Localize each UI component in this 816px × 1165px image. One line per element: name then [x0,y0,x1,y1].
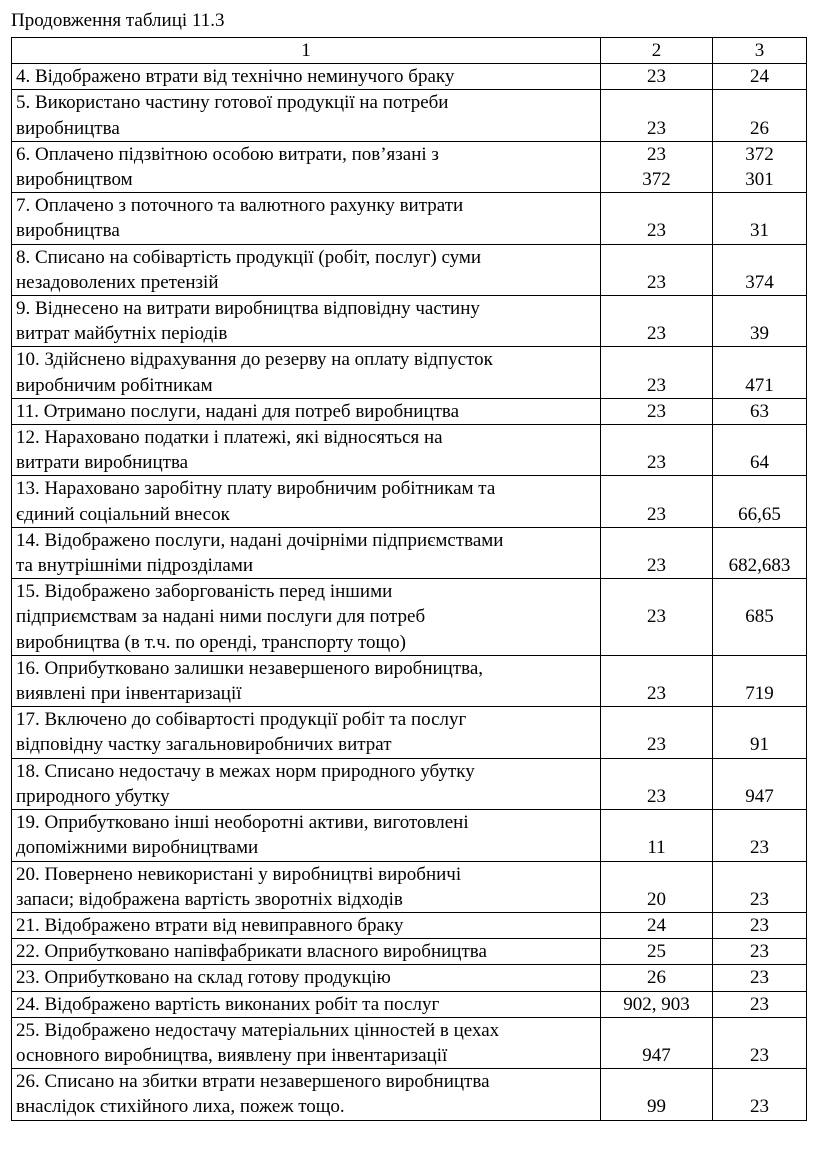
cell-line: 23 [647,143,666,165]
cell-line: 19. Оприбутковано інші необоротні активи, виготовлені [16,812,469,834]
table-row [12,810,807,861]
row-col2-value [601,141,713,192]
cell-line: 23 [647,452,666,474]
cell-line: 23 [647,66,666,88]
table-row [12,64,807,90]
table-row [12,476,807,527]
cell-line: 24. Відображено вартість виконаних робіт та послуг [16,993,440,1015]
table-row [12,912,807,938]
row-description [12,90,601,141]
cell-line: 23 [750,967,769,989]
row-col2-value [601,991,713,1017]
cell-line: 372 [642,169,671,191]
cell-line: 23 [750,993,769,1015]
cell-line: виробництва [16,117,120,139]
row-col3-value [713,1017,807,1068]
cell-line: 18. Списано недостачу в межах норм природного убутку [16,760,475,782]
table-row [12,861,807,912]
cell-line: 23 [647,555,666,577]
cell-line: 24 [647,914,666,936]
row-description [12,707,601,758]
row-col3-value [713,347,807,398]
cell-line: 8. Списано на собівартість продукції (робіт, послуг) суми [16,246,482,268]
row-col2-value [601,912,713,938]
cell-line: 947 [745,785,774,807]
table-caption: Продовження таблиці 11.3 [11,10,225,31]
row-description [12,810,601,861]
cell-line: 23 [647,785,666,807]
row-col3-value [713,861,807,912]
cell-line: 23 [647,323,666,345]
cell-line: 374 [745,271,774,293]
cell-line: 23 [750,941,769,963]
cell-line: 10. Здійснено відрахування до резерву на оплату відпусток [16,349,493,371]
row-description [12,141,601,192]
table-body [12,64,807,1120]
cell-line: 23 [647,400,666,422]
cell-line: 39 [750,323,769,345]
row-description [12,1017,601,1068]
cell-line: 23 [750,837,769,859]
table-row [12,1017,807,1068]
cell-line: 21. Відображено втрати від невиправного браку [16,914,404,936]
cell-line: 471 [745,374,774,396]
table-row [12,193,807,244]
row-col2-value [601,425,713,476]
row-col3-value [713,707,807,758]
cell-line: 947 [642,1044,671,1066]
row-col2-value [601,1017,713,1068]
row-col3-value [713,244,807,295]
cell-line: 9. Віднесено на витрати виробництва відповідну частину [16,298,480,320]
cell-line: 23 [750,888,769,910]
cell-line: 6. Оплачено підзвітною особою витрати, пов’язані з [16,143,439,165]
cell-line: 11 [647,837,666,859]
row-col2-value [601,965,713,991]
column-header-2: 2 [601,38,713,64]
row-description [12,939,601,965]
cell-line: та внутрішніми підрозділами [16,555,254,577]
row-col2-value [601,1069,713,1120]
table-row [12,1069,807,1120]
row-description [12,296,601,347]
row-description [12,1069,601,1120]
cell-line: 682,683 [728,555,791,577]
cell-line: 23 [750,1044,769,1066]
cell-line: 685 [745,606,774,628]
row-col3-value [713,1069,807,1120]
row-col2-value [601,707,713,758]
table-row [12,655,807,706]
row-col3-value [713,991,807,1017]
row-col2-value [601,347,713,398]
cell-line: 4. Відображено втрати від технічно неминучого браку [16,66,455,88]
cell-line: допоміжними виробництвами [16,837,259,859]
row-col2-value [601,758,713,809]
row-col2-value [601,244,713,295]
cell-line: 16. Оприбутковано залишки незавершеного виробництва, [16,657,484,679]
row-description [12,347,601,398]
row-col3-value [713,758,807,809]
cell-line: 902, 903 [623,993,690,1015]
cell-line: 99 [647,1096,666,1118]
row-description [12,758,601,809]
row-description [12,476,601,527]
row-description [12,193,601,244]
row-description [12,425,601,476]
table-row [12,425,807,476]
row-col3-value [713,296,807,347]
cell-line: 66,65 [738,503,781,525]
cell-line: відповідну частку загальновиробничих витрат [16,734,392,756]
row-col3-value [713,90,807,141]
cell-line: підприємствам за надані ними послуги для потреб [16,606,426,628]
row-description [12,398,601,424]
cell-line: 20. Повернено невикористані у виробництві виробничі [16,863,462,885]
row-col2-value [601,861,713,912]
row-description [12,861,601,912]
row-col2-value [601,193,713,244]
row-col3-value [713,579,807,656]
table-row [12,758,807,809]
row-col3-value [713,912,807,938]
row-col3-value [713,425,807,476]
column-header-3: 3 [713,38,807,64]
row-col2-value [601,810,713,861]
row-col2-value [601,527,713,578]
row-col2-value [601,655,713,706]
row-col3-value [713,398,807,424]
cell-line: внаслідок стихійного лиха, пожеж тощо. [16,1096,345,1118]
cell-line: виробництва (в т.ч. по оренді, транспорту тощо) [16,631,407,653]
row-description [12,965,601,991]
table-row [12,244,807,295]
cell-line: 31 [750,220,769,242]
row-col3-value [713,141,807,192]
table-row [12,579,807,656]
cell-line: 5. Використано частину готової продукції на потреби [16,92,449,114]
row-description [12,579,601,656]
cell-line: 23 [750,914,769,936]
cell-line: 23 [647,271,666,293]
cell-line: 23 [647,503,666,525]
table-row [12,296,807,347]
column-header-1: 1 [12,38,601,64]
cell-line: 12. Нараховано податки і платежі, які відносяться на [16,427,443,449]
cell-line: 23 [647,683,666,705]
row-col2-value [601,398,713,424]
row-col3-value [713,193,807,244]
cell-line: природного убутку [16,785,170,807]
cell-line: незадоволених претензій [16,271,219,293]
cell-line: 23 [647,606,666,628]
cell-line: 14. Відображено послуги, надані дочірніми підприємствами [16,529,504,551]
row-description [12,64,601,90]
row-col3-value [713,527,807,578]
cell-line: 23 [647,734,666,756]
cell-line: 24 [750,66,769,88]
cell-line: 64 [750,452,769,474]
cell-line: 23 [647,374,666,396]
cell-line: витрат майбутніх періодів [16,323,228,345]
cell-line: єдиний соціальний внесок [16,503,230,525]
row-col3-value [713,965,807,991]
cell-line: виробництва [16,220,120,242]
table-row [12,141,807,192]
row-description [12,991,601,1017]
cell-line: 91 [750,734,769,756]
table-row [12,90,807,141]
cell-line: 23 [647,117,666,139]
cell-line: витрати виробництва [16,452,189,474]
cell-line: 26 [750,117,769,139]
cell-line: основного виробництва, виявлену при інвентаризації [16,1044,448,1066]
row-col2-value [601,296,713,347]
row-description [12,655,601,706]
cell-line: 63 [750,400,769,422]
row-col2-value [601,579,713,656]
cell-line: 23 [750,1096,769,1118]
table-row [12,991,807,1017]
table-row [12,347,807,398]
cell-line: виявлені при інвентаризації [16,683,242,705]
cell-line: запаси; відображена вартість зворотніх відходів [16,888,403,910]
cell-line: 25. Відображено недостачу матеріальних цінностей в цехах [16,1019,500,1041]
cell-line: 7. Оплачено з поточного та валютного рахунку витрати [16,195,464,217]
cell-line: 17. Включено до собівартості продукції робіт та послуг [16,709,467,731]
cell-line: 22. Оприбутковано напівфабрикати власного виробництва [16,941,487,963]
cell-line: 15. Відображено заборгованість перед іншими [16,581,393,603]
table-row [12,939,807,965]
row-col3-value [713,64,807,90]
row-col2-value [601,64,713,90]
cell-line: 301 [745,169,774,191]
table-row [12,398,807,424]
row-col2-value [601,90,713,141]
cell-line: 23. Оприбутковано на склад готову продукцію [16,967,391,989]
cell-line: 372 [745,143,774,165]
cell-line: 23 [647,220,666,242]
cell-line: виробничим робітникам [16,374,213,396]
data-table [11,37,807,1121]
cell-line: 25 [647,941,666,963]
row-col3-value [713,939,807,965]
cell-line: виробництвом [16,169,133,191]
row-col3-value [713,476,807,527]
row-col3-value [713,810,807,861]
row-col2-value [601,939,713,965]
row-description [12,244,601,295]
table-row [12,527,807,578]
row-col2-value [601,476,713,527]
cell-line: 20 [647,888,666,910]
table-header-row [12,38,807,64]
cell-line: 13. Нараховано заробітну плату виробничим робітникам та [16,478,496,500]
table-row [12,707,807,758]
row-description [12,912,601,938]
row-description [12,527,601,578]
cell-line: 26. Списано на збитки втрати незавершеного виробництва [16,1071,490,1093]
cell-line: 719 [745,683,774,705]
table-row [12,965,807,991]
row-col3-value [713,655,807,706]
cell-line: 11. Отримано послуги, надані для потреб виробництва [16,400,460,422]
cell-line: 26 [647,967,666,989]
